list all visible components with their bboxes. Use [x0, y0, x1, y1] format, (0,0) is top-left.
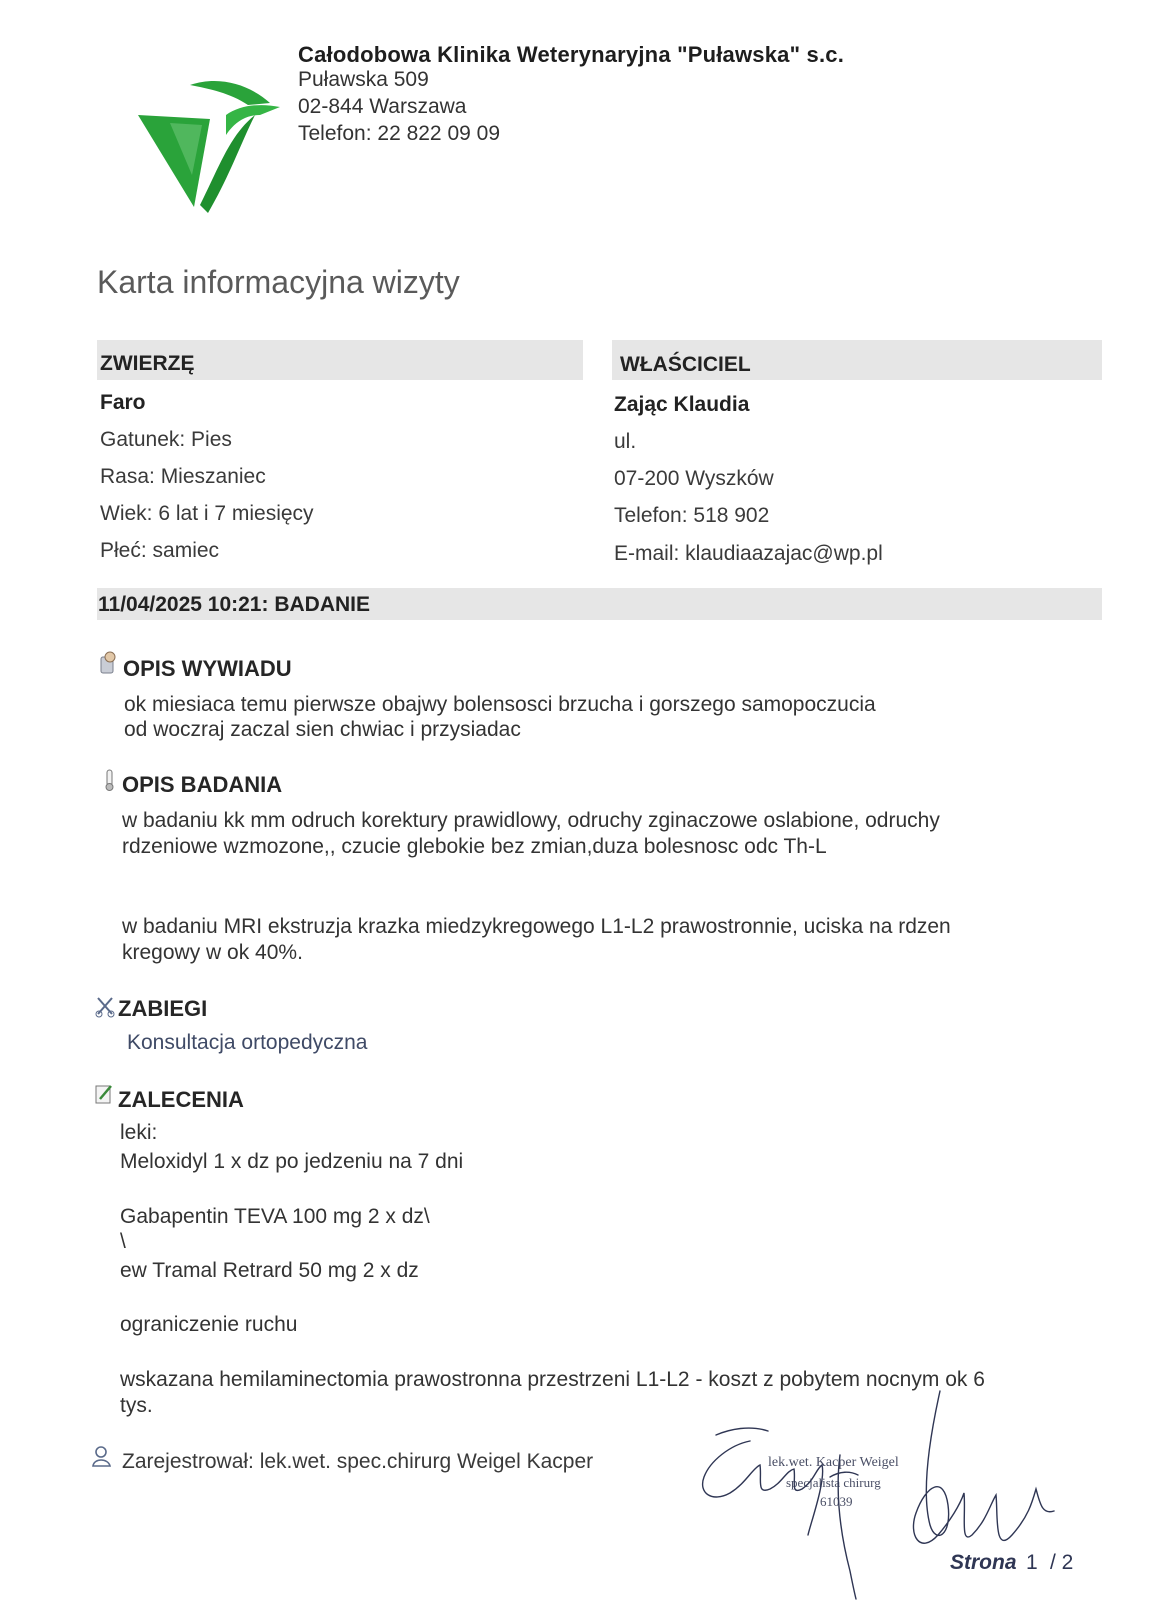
scissors-icon — [95, 994, 115, 1018]
owner-phone-redaction — [784, 502, 834, 532]
thermometer-icon — [100, 768, 120, 792]
rec-line-7: wskazana hemilaminectomia prawostronna przestrzeni L1-L2 - koszt z pobytem nocnym ok 6 — [120, 1368, 985, 1391]
stamp-line-2: specjalista chirurg — [786, 1475, 881, 1490]
interview-line-2: od woczraj zaczal sien chwiac i przysiadac — [124, 718, 521, 741]
animal-breed: Rasa: Mieszaniec — [100, 465, 266, 488]
exam-p2-line-1: w badaniu MRI ekstruzja krazka miedzykregowego L1-L2 prawostronnie, uciska na rdzen — [122, 915, 951, 938]
interview-line-1: ok miesiaca temu pierwsze obajwy bolensosci brzucha i gorszego samopoczucia — [124, 693, 876, 716]
exam-p1-line-1: w badaniu kk mm odruch korektury prawidlowy, odruchy zginaczowe oslabione, odruchy — [122, 809, 940, 832]
rec-line-2: Meloxidyl 1 x dz po jedzeniu na 7 dni — [120, 1150, 464, 1173]
exam-title: OPIS BADANIA — [122, 772, 283, 797]
edit-note-icon — [94, 1082, 114, 1106]
rec-line-8: tys. — [120, 1394, 153, 1417]
rec-line-6: ograniczenie ruchu — [120, 1313, 298, 1336]
user-icon — [92, 1444, 112, 1468]
owner-phone: Telefon: 518 902 — [614, 504, 770, 527]
procedure-item: Konsultacja ortopedyczna — [127, 1031, 368, 1054]
interview-icon — [98, 651, 118, 675]
owner-city: 07-200 Wyszków — [614, 467, 774, 490]
page-label: Strona — [950, 1551, 1017, 1574]
animal-age: Wiek: 6 lat i 7 miesięcy — [100, 502, 314, 525]
rec-line-1: leki: — [120, 1121, 158, 1144]
rec-line-3: Gabapentin TEVA 100 mg 2 x dz\ — [120, 1205, 430, 1228]
owner-name: Zając Klaudia — [614, 393, 750, 416]
document-title: Karta informacyjna wizyty — [97, 264, 460, 300]
stamp-line-3: 61039 — [820, 1494, 853, 1509]
clinic-city: 02-844 Warszawa — [298, 95, 467, 118]
visit-header: 11/04/2025 10:21: BADANIE — [98, 593, 370, 616]
animal-name: Faro — [100, 391, 146, 414]
owner-email: E-mail: klaudiaazajac@wp.pl — [614, 542, 883, 565]
page-total: / 2 — [1050, 1551, 1074, 1574]
recommendations-title: ZALECENIA — [118, 1087, 244, 1112]
rec-line-5: ew Tramal Retrard 50 mg 2 x dz — [120, 1259, 419, 1282]
interview-title: OPIS WYWIADU — [123, 656, 292, 681]
animal-species: Gatunek: Pies — [100, 428, 232, 451]
animal-header: ZWIERZĘ — [100, 352, 195, 375]
clinic-logo-icon — [130, 75, 290, 225]
owner-street-redaction — [648, 428, 758, 456]
registered-by: Zarejestrował: lek.wet. spec.chirurg Weigel Kacper — [122, 1450, 594, 1473]
clinic-phone: Telefon: 22 822 09 09 — [298, 122, 501, 145]
animal-sex: Płeć: samiec — [100, 539, 220, 562]
exam-p1-line-2: rdzeniowe wzmozone,, czucie glebokie bez zmian,duza bolesnosc odc Th-L — [122, 835, 827, 858]
owner-street: ul. — [614, 430, 637, 453]
exam-p2-line-2: kregowy w ok 40%. — [122, 941, 303, 964]
clinic-street: Puławska 509 — [298, 68, 429, 91]
procedures-title: ZABIEGI — [118, 996, 208, 1021]
page-current: 1 — [1026, 1551, 1038, 1574]
clinic-name: Całodobowa Klinika Weterynaryjna "Puławska" s.c. — [298, 42, 845, 67]
stamp-line-1: lek.wet. Kacper Weigel — [768, 1455, 899, 1470]
owner-header: WŁAŚCICIEL — [620, 353, 751, 376]
rec-line-4: \ — [120, 1230, 126, 1253]
